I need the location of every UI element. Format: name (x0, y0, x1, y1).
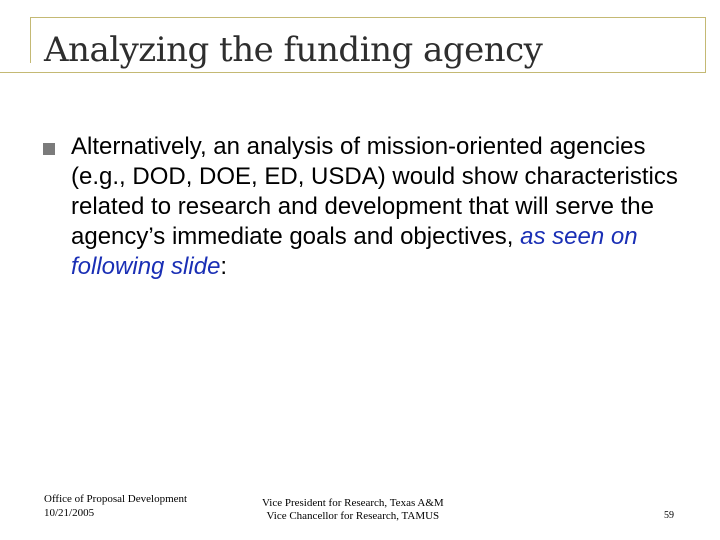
footer-vc-title: Vice Chancellor for Research, TAMUS (266, 510, 440, 522)
bullet-text-main: Alternatively, an analysis of mission-oriented agencies (e.g., DOD, DOE, ED, USDA) would show characteristics related to research and development that will serve the agency’s immediate goals and objectives, (71, 133, 678, 250)
title-frame-bottom-line (0, 72, 706, 73)
footer-office-name: Office of Proposal Development (44, 493, 188, 505)
square-bullet-icon (43, 143, 55, 155)
slide-title: Analyzing the funding agency (44, 30, 543, 70)
footer-date: 10/21/2005 (44, 507, 95, 519)
title-frame-right-line (705, 17, 706, 73)
title-frame-left-line (30, 17, 31, 63)
bullet-text-end: : (220, 253, 228, 280)
page-number: 59 (664, 510, 674, 521)
footer-center (262, 497, 444, 523)
following-slide-link[interactable]: as seen on following slide (71, 223, 638, 280)
footer-left (44, 492, 187, 520)
bullet-text (71, 132, 691, 282)
title-frame-top-line (30, 17, 706, 18)
footer-vp-title: Vice President for Research, Texas A&M (262, 497, 444, 509)
